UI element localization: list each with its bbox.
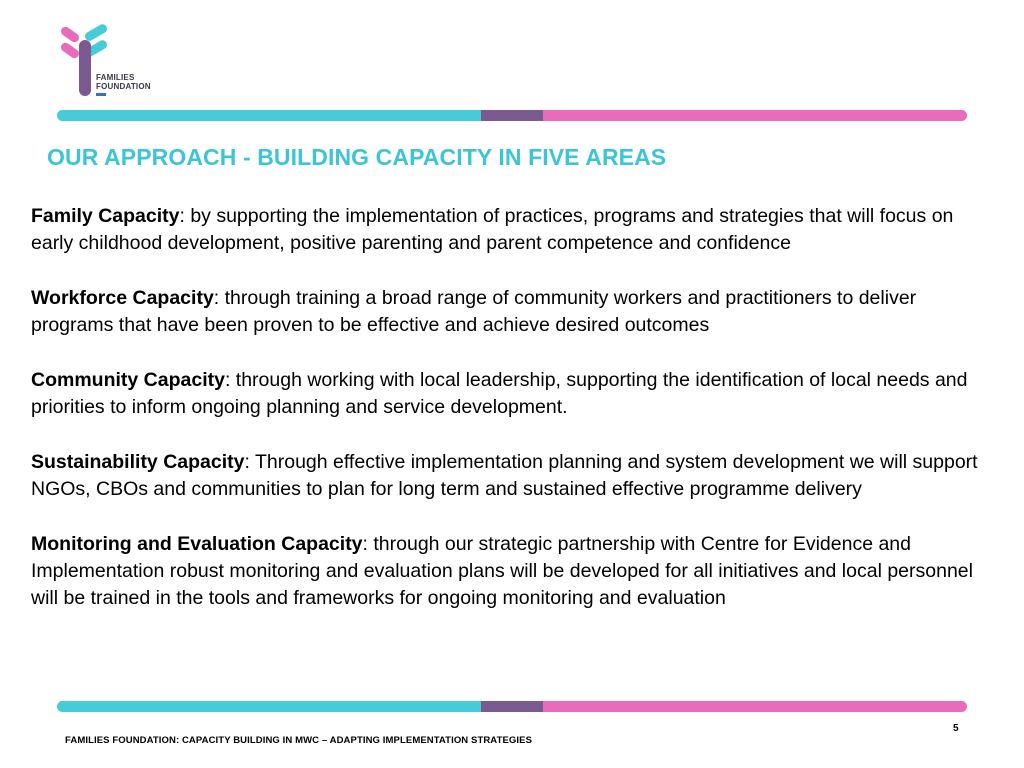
area-sustainability <box>31 449 997 504</box>
logo-line-2: FOUNDATION <box>96 82 151 91</box>
area-text: : through training a broad range of community workers and practitioners to deliver programs that have been proven to be effective and achieve desired outcomes <box>31 286 917 337</box>
bar-segment-pink <box>543 110 967 121</box>
area-workforce <box>31 285 997 340</box>
area-heading: Family Capacity <box>31 205 180 227</box>
top-divider-bar <box>57 110 967 121</box>
bar-segment-teal <box>57 110 481 121</box>
families-foundation-logo <box>58 24 168 100</box>
area-text: : by supporting the implementation of practices, programs and strategies that will focus on early childhood development, positive parenting and parent competence and confidence <box>31 205 954 255</box>
capacity-areas-list <box>31 203 997 640</box>
area-text: : through working with local leadership, supporting the identification of local needs and priorities to inform ongoing planning and service development. <box>31 368 968 419</box>
area-family <box>31 203 997 258</box>
area-text: : through our strategic partnership with Centre for Evidence and Implementation robust monitoring and evaluation plans will be developed for all initiatives and local personnel will be trained in the tools and frameworks for ongoing monitoring and evaluation <box>31 532 973 610</box>
area-heading: Workforce Capacity <box>31 286 214 309</box>
area-heading: Sustainability Capacity <box>31 450 245 473</box>
logo-line-1: FAMILIES <box>96 73 135 82</box>
slide-title: OUR APPROACH - BUILDING CAPACITY IN FIVE AREAS <box>47 144 667 170</box>
bar-segment-purple <box>481 110 543 121</box>
bar-segment-purple <box>481 701 543 712</box>
area-heading: Monitoring and Evaluation Capacity <box>31 532 363 555</box>
bar-segment-pink <box>543 701 967 712</box>
area-heading: Community Capacity <box>31 368 225 391</box>
area-community <box>31 367 997 422</box>
page-number: 5 <box>953 723 959 734</box>
area-monitoring-evaluation <box>31 531 997 613</box>
bottom-divider-bar <box>57 701 967 712</box>
logo-wordmark <box>96 73 151 91</box>
bar-segment-teal <box>57 701 481 712</box>
area-text: : Through effective implementation planning and system development we will support NGOs, CBOs and communities to plan for long term and sustained effective programme delivery <box>31 450 978 500</box>
logo-flag-icon <box>96 93 106 96</box>
footer-text: FAMILIES FOUNDATION: CAPACITY BUILDING IN MWC – ADAPTING IMPLEMENTATION STRATEGIES <box>65 735 533 746</box>
